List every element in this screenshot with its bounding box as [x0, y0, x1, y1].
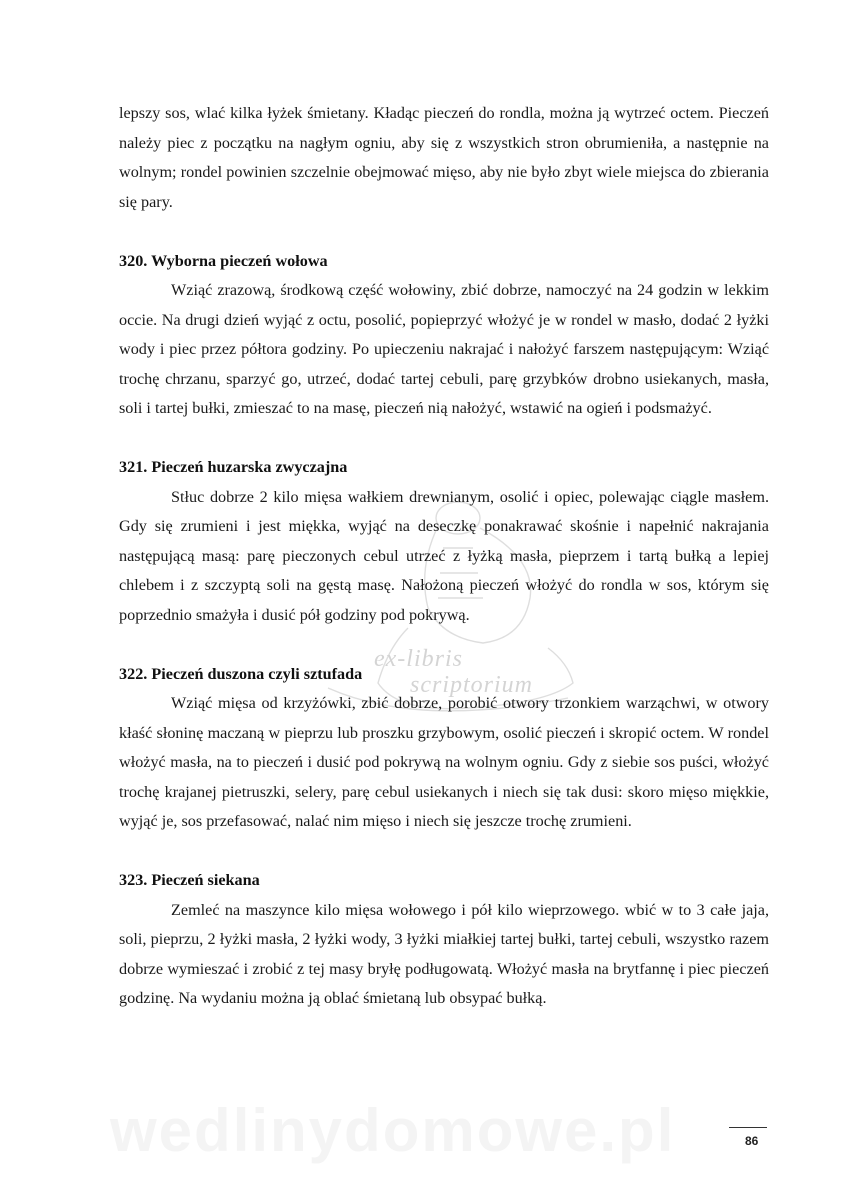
section-gap: [119, 424, 769, 454]
recipe-320-title: 320. Wyborna pieczeń wołowa: [119, 251, 328, 270]
recipe-321-title: 321. Pieczeń huzarska zwyczajna: [119, 458, 348, 476]
footer-rule: [729, 1127, 767, 1128]
recipe-322-text: Wziąć mięsa od krzyżówki, zbić dobrze, porobić otwory trzonkiem warząchwi, w otwory kłaść słoninę maczaną w pieprzu lub proszku grzybowym, osolić pieczeń i skropić octem. W rondel włożyć masła, na to pieczeń i dusić pod pokrywą na wolnym ogniu. Gdy z siebie sos puści, włożyć trochę krajanej pietruszki, selery, parę cebul usiekanych i niech się tak dusi: skoro mięso miękkie, wyjąć je, sos przefasować, nalać nim mięso i niech się jeszcze trochę zrumieni.: [119, 694, 769, 830]
recipe-321-text: Stłuc dobrze 2 kilo mięsa wałkiem drewnianym, osolić i opiec, polewając ciągle masłem. Gdy się zrumieni i jest miękka, wyjąć na deseczkę ponakrawać skośnie i napełnić nakrajania następującą masą: parę pieczonych cebul utrzeć z łyżką masła, pieprzem i tartą bułką a lepiej chlebem i z szczyptą soli na gęstą masę. Nałożoną pieczeń włożyć do rondla w sos, którym się poprzednio smażyła i dusić pół godziny pod pokrywą.: [119, 487, 769, 624]
recipe-323-text: Zemleć na maszynce kilo mięsa wołowego i pół kilo wieprzowego. wbić w to 3 całe jaja, soli, pieprzu, 2 łyżki masła, 2 łyżki wody, 3 łyżki miałkiej tartej bułki, tartej cebuli, wszystko razem dobrze wymieszać i zrobić z tej masy bryłę podługowatą. Włożyć masła na brytfannę i piec pieczeń godzinę. Na wydaniu można ją oblać śmietaną lub obsypać bułką.: [119, 900, 769, 1007]
stamp-text-ex-libris: ex-libris: [374, 646, 463, 672]
section-gap: [119, 837, 769, 867]
section-gap: [119, 217, 769, 247]
recipe-323-title: 323. Pieczeń siekana: [119, 871, 260, 889]
recipe-322-title: 322. Pieczeń duszona czyli sztufada: [119, 664, 363, 683]
stamp-text-scriptorium: scriptorium: [410, 672, 534, 698]
intro-paragraph: lepszy sos, wlać kilka łyżek śmietany. Kładąc pieczeń do rondla, można ją wytrzeć octem. Pieczeń należy piec z początku na nagłym ogniu, aby się z wszystkich stron obrumieniła, a następnie na wolnym; rondel powinien szczelnie obejmować mięso, aby nie było zbyt wiele miejsca do zbierania się pary.: [119, 104, 769, 211]
recipe-320-text: Wziąć zrazową, środkową część wołowiny, zbić dobrze, namoczyć na 24 godzin w lekkim occie. Na drugi dzień wyjąć z octu, posolić, popieprzyć włożyć je w rondel w masło, dodać 2 łyżki wody i piec przez półtora godziny. Po upieczeniu nakrajać i nałożyć farszem następującym: Wziąć trochę chrzanu, sparzyć go, utrzeć, dodać tartej cebuli, parę grzybków drobno usiekanych, masła, soli i tartej bułki, zmieszać to na masę, pieczeń nią nałożyć, wstawić na ogień i podsmażyć.: [119, 281, 769, 417]
page-content: [119, 99, 769, 1014]
site-watermark: wedlinydomowe.pl: [110, 1097, 676, 1164]
page-number: 86: [745, 1134, 759, 1148]
section-gap: [119, 630, 769, 660]
